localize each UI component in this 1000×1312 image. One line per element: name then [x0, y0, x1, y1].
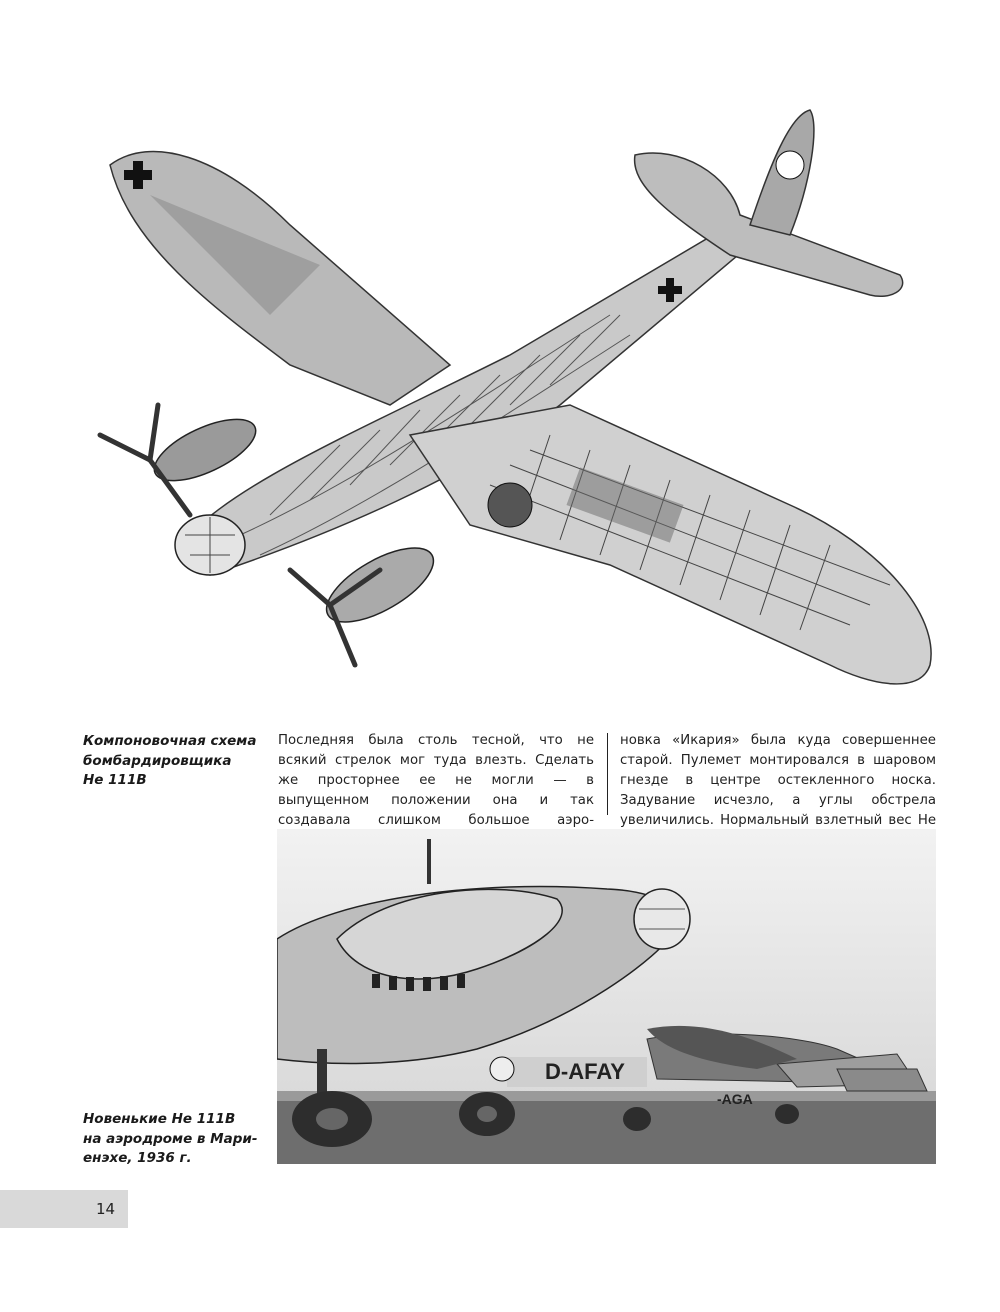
page-number: 14: [96, 1200, 116, 1218]
caption-line: He 111B: [83, 772, 147, 788]
airfield-drawing: [277, 829, 936, 1164]
cutaway-caption: [83, 732, 263, 791]
caption-line: на аэродроме в Мари-: [83, 1130, 258, 1147]
column-divider: [607, 733, 608, 815]
airfield-ground: [277, 1099, 936, 1164]
caption-line: енэхе, 1936 г.: [83, 1150, 192, 1166]
body-text-left: Последняя была столь тесной, что не всякий стрелок мог туда влезть. Сделать же просторнее ее не могли — в выпущенном положении она и так создавала слишком большое аэро: [278, 733, 594, 828]
caption-line: бомбардировщика: [83, 752, 232, 769]
aircraft-registration-partial: -AGA: [717, 1091, 753, 1107]
cutaway-illustration: [90, 105, 940, 695]
lower-wing: [410, 405, 931, 684]
photo-caption: [83, 1110, 263, 1169]
cutaway-drawing: [90, 105, 940, 695]
caption-line: Новенькие He 111B: [83, 1111, 236, 1127]
airfield-photograph: [277, 829, 936, 1164]
body-text-right: новка «Икария» была куда совершеннее старой. Пулемет монтировался в шаровом гнезде в центре остекленного носка. Задувание исчезло, а углы обстрела увеличились. Нормальный взлетный вес He: [620, 733, 936, 828]
aircraft-registration: D-AFAY: [545, 1059, 625, 1084]
caption-line: Компоновочная схема: [83, 733, 257, 749]
